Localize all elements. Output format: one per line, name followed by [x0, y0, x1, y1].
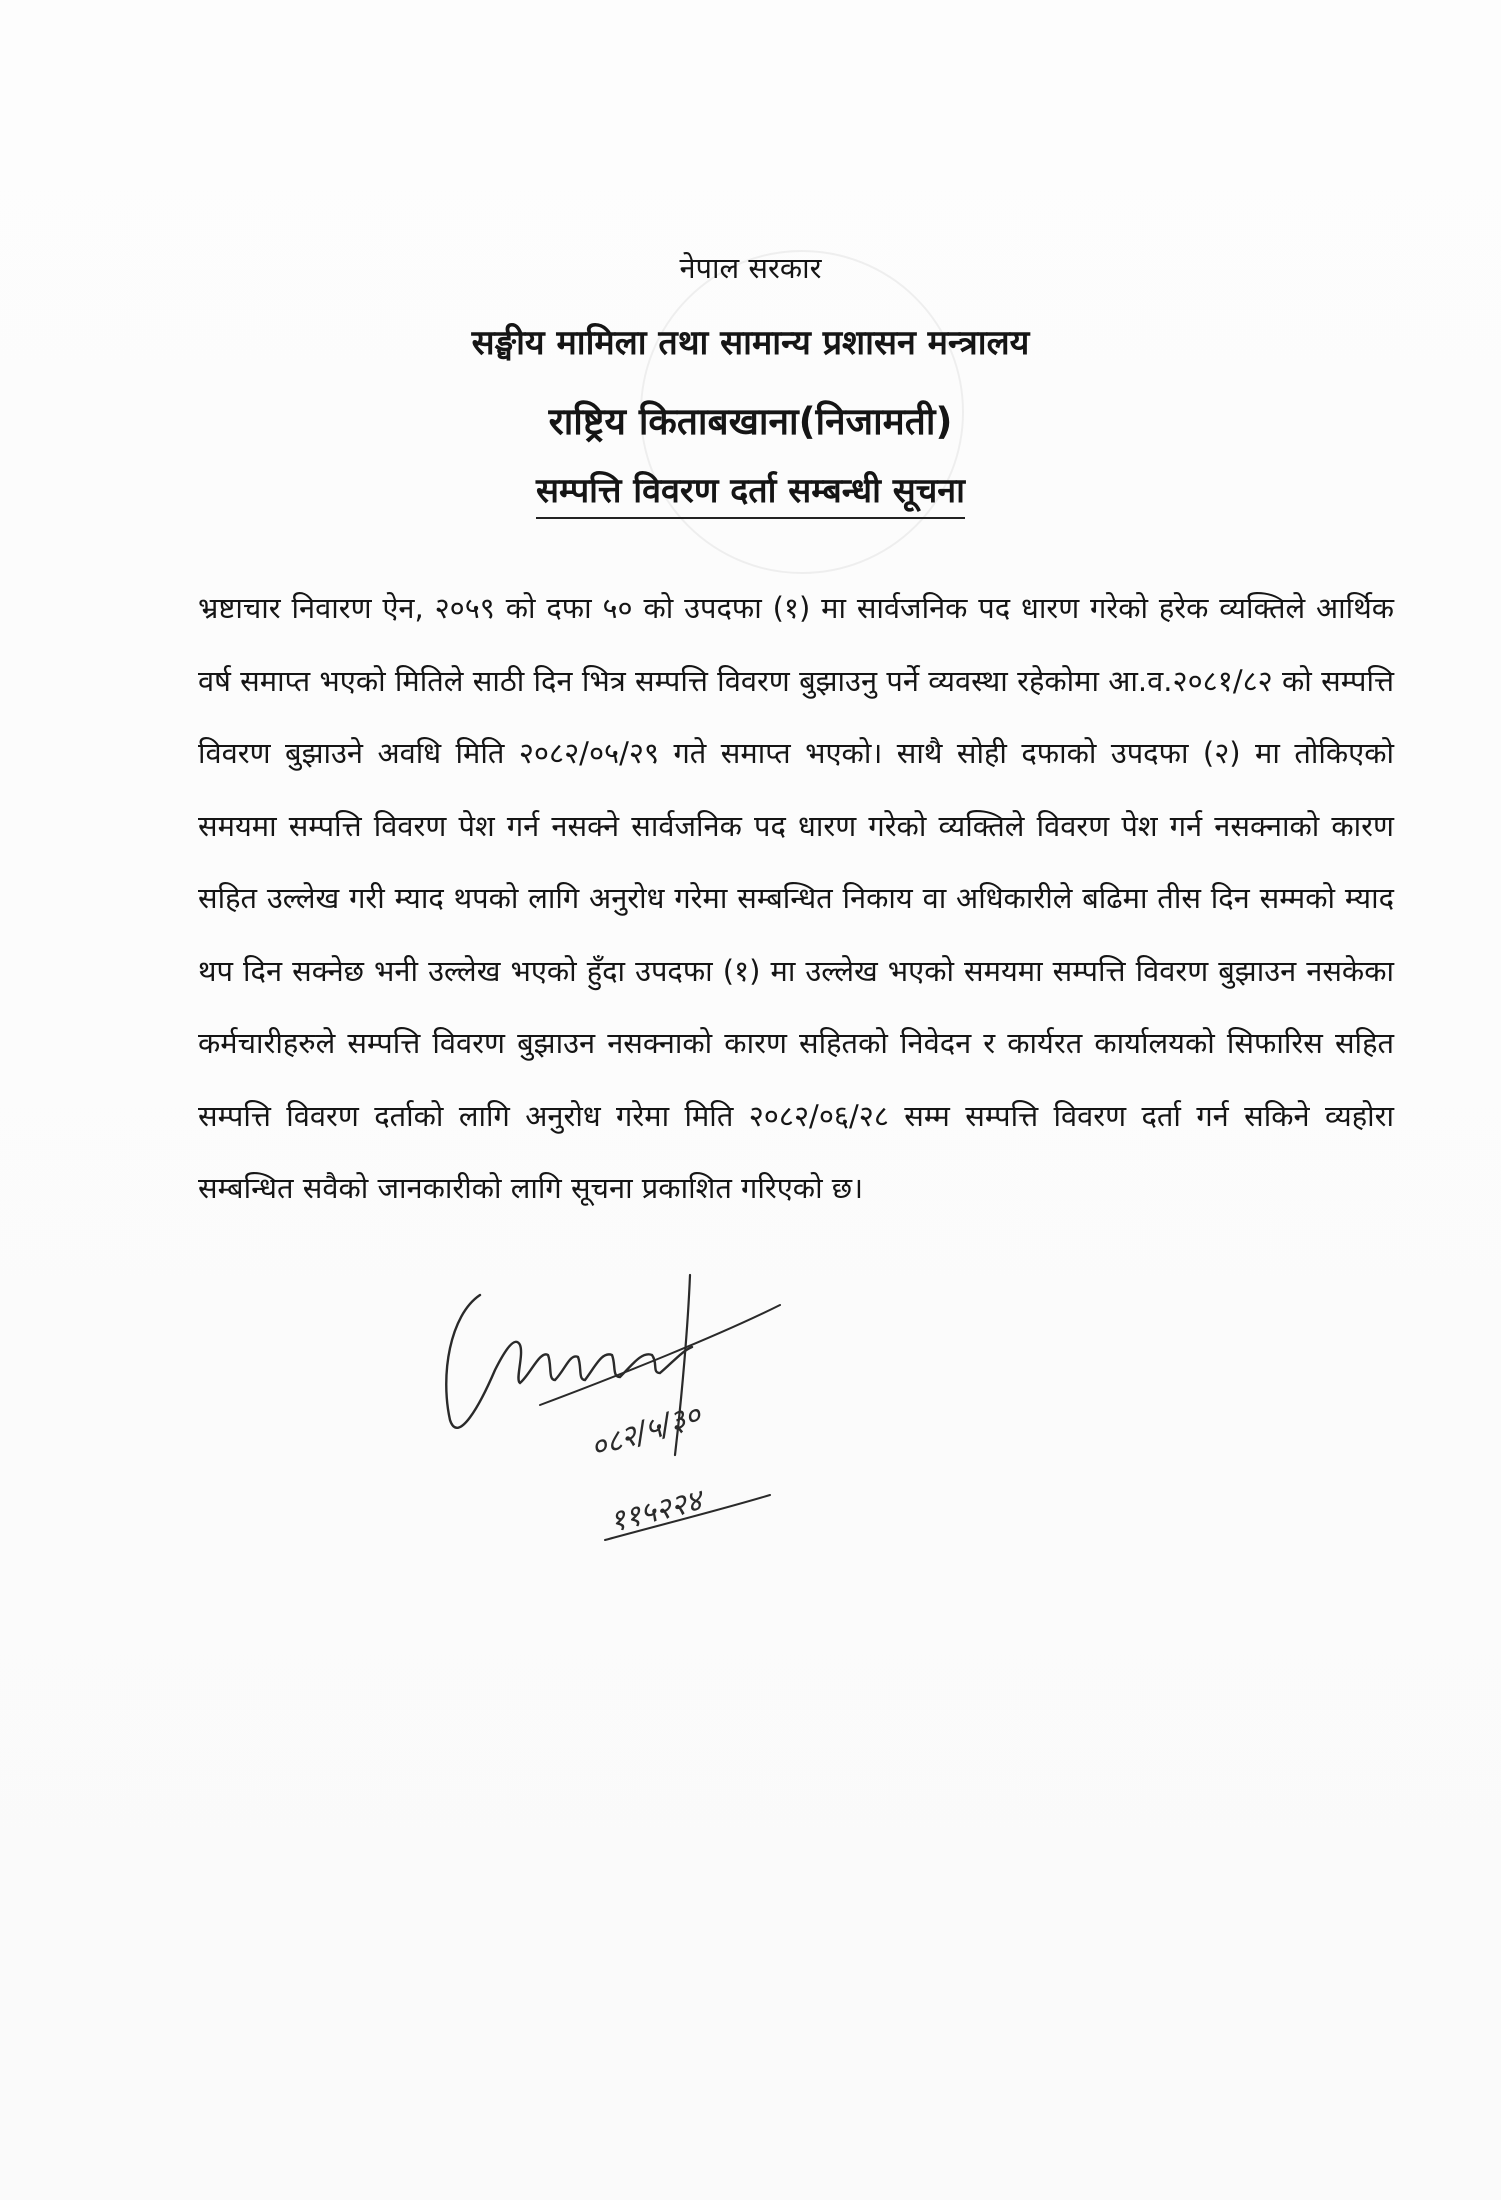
- government-heading: नेपाल सरकार: [679, 251, 822, 285]
- signature-date: ०८२/५/३०: [586, 1397, 706, 1466]
- notice-body: भ्रष्टाचार निवारण ऐन, २०५९ को दफा ५० को उपदफा (१) मा सार्वजनिक पद धारण गरेको हरेक व्यक्तिले आर्थिक वर्ष समाप्त भएको मितिले साठी दिन भित्र सम्पत्ति विवरण बुझाउनु पर्ने व्यवस्था रहेकोमा आ.व.२०८१/८२ को सम्पत्ति विवरण बुझाउने अवधि मिति २०८२/०५/२९ गते समाप्त भएको। साथै सोही दफाको उपदफा (२) मा तोकिएको समयमा सम्पत्ति विवरण पेश गर्न नसक्ने सार्वजनिक पद धारण गरेको व्यक्तिले विवरण पेश गर्न नसक्नाको कारण सहित उल्लेख गरी म्याद थपको लागि अनुरोध गरेमा सम्बन्धित निकाय वा अधिकारीले बढिमा तीस दिन सम्मको म्याद थप दिन सक्नेछ भनी उल्लेख भएको हुँदा उपदफा (१) मा उल्लेख भएको समयमा सम्पत्ति विवरण बुझाउन नसकेका कर्मचारीहरुले सम्पत्ति विवरण बुझाउन नसक्नाको कारण सहितको निवेदन र कार्यरत कार्यालयको सिफारिस सहित सम्पत्ति विवरण दर्ताको लागि अनुरोध गरेमा मिति २०८२/०६/२८ सम्म सम्पत्ति विवरण दर्ता गर्न सकिने व्यहोरा सम्बन्धित सवैको जानकारीको लागि सूचना प्रकाशित गरिएको छ।: [198, 591, 1394, 1205]
- handwritten-signature: [420, 1255, 860, 1555]
- ministry-heading: सङ्घीय मामिला तथा सामान्य प्रशासन मन्त्रालय: [471, 323, 1030, 363]
- signature-stroke: [446, 1295, 692, 1428]
- signature-underline: [540, 1305, 780, 1405]
- notice-subject-text: सम्पत्ति विवरण दर्ता सम्बन्धी सूचना: [536, 471, 965, 519]
- signature-note: ११५२२४: [606, 1483, 706, 1540]
- notice-subject: [0, 466, 1501, 512]
- office-heading: राष्ट्रिय किताबखाना(निजामती): [548, 400, 953, 443]
